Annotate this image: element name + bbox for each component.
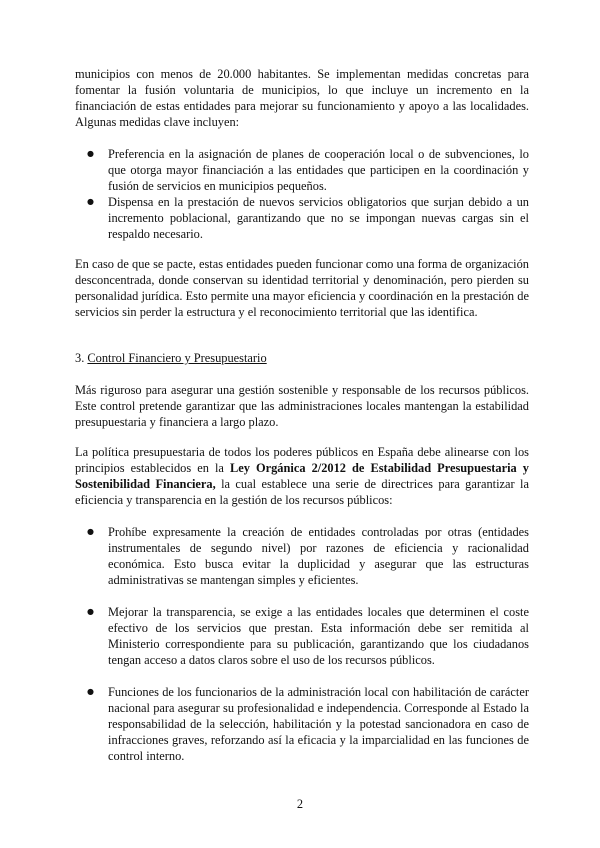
page-number: 2 [296,797,304,811]
list-item: ● Dispensa en la prestación de nuevos servicios obligatorios que surjan debido a un incremento poblacional, garantizando que no se impongan nuevas cargas sin el respaldo necesario. [75,194,529,242]
policy-text-after: la cual establece una serie de directrices para garantizar la eficiencia y transparencia en la gestión de los recursos públicos: [75,477,529,507]
page-content [75,66,529,780]
pact-paragraph: En caso de que se pacte, estas entidades pueden funcionar como una forma de organización desconcentrada, donde conservan su identidad territorial y denominación, pero pierden su personalidad jurídica. Esto permite una mayor eficiencia y coordinación en la prestación de servicios sin perder la estructura y el reconocimiento territorial que las identifica. [75,257,529,319]
section-number: 3. [75,351,85,365]
directives-list [75,524,529,764]
list-item: ● Preferencia en la asignación de planes de cooperación local o de subvenciones, lo que otorga mayor financiación a las entidades que participen en la coordinación y fusión de servicios en municipios pequeños. [75,146,529,194]
intro-paragraph: municipios con menos de 20.000 habitantes. Se implementan medidas concretas para fomentar la fusión voluntaria de municipios, lo que incluye un incremento en la financiación de estas entidades para mejorar su funcionamiento y apoyo a las localidades. Algunas medidas clave incluyen: [75,67,529,129]
policy-text-before: La política presupuestaria de todos los poderes públicos en España debe alinearse con los principios establecidos en la [75,445,529,475]
section-title: Control Financiero y Presupuestario [87,351,267,365]
measures-list [75,146,529,242]
law-reference: Ley Orgánica 2/2012 de Estabilidad Presupuestaria y Sostenibilidad Financiera, [75,461,529,491]
list-item: ● Funciones de los funcionarios de la administración local con habilitación de carácter nacional para asegurar su profesionalidad e independencia. Corresponde al Estado la responsabilidad de la selección, habilitación y la potestad sancionadora en caso de infracciones graves, reforzando así la eficacia y la imparcialidad en las funciones de control interno. [75,684,529,764]
section-heading [75,350,529,366]
policy-paragraph [75,444,529,508]
list-item: ● Prohíbe expresamente la creación de entidades controladas por otras (entidades instrumentales de segundo nivel) por razones de eficiencia y racionalidad económica. Esto busca evitar la duplicidad y asegurar que las estructuras administrativas se mantengan simples y eficientes. [75,524,529,588]
control-paragraph: Más riguroso para asegurar una gestión sostenible y responsable de los recursos públicos. Este control pretende garantizar que las administraciones locales mantengan la estabilidad presupuestaria y financiera a largo plazo. [75,383,529,429]
list-item: ● Mejorar la transparencia, se exige a las entidades locales que determinen el coste efectivo de los servicios que prestan. Esta información debe ser remitida al Ministerio correspondiente para su publicación, garantizando que los ciudadanos tengan acceso a datos claros sobre el uso de los recursos públicos. [75,604,529,668]
